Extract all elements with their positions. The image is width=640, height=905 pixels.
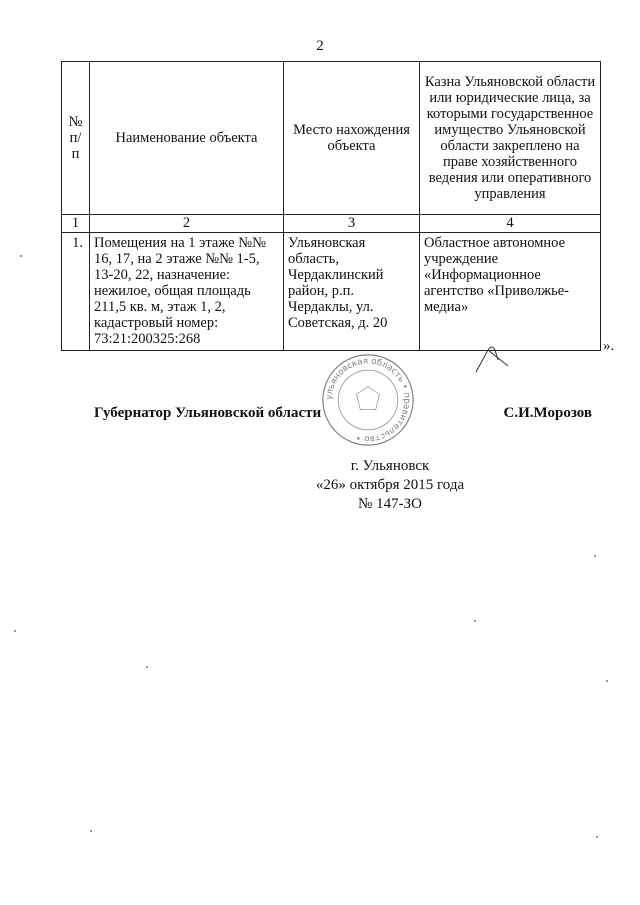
governor-title: Губернатор Ульяновской области <box>94 405 322 421</box>
scan-speck <box>594 555 596 557</box>
law-number: № 147-ЗО <box>358 496 422 512</box>
header-number: № п/п <box>62 62 90 215</box>
handwritten-signature <box>470 338 520 378</box>
scan-speck <box>596 836 598 838</box>
row-location: Ульяновская область, Чердаклинский район, р.п. Чердаклы, ул. Советская, д. 20 <box>284 233 420 351</box>
header-object-name: Наименование объекта <box>90 62 284 215</box>
column-number: 3 <box>284 215 420 233</box>
governor-name: С.И.Морозов <box>503 405 592 421</box>
closing-quote-mark: ». <box>603 338 615 354</box>
header-location: Место нахождения объекта <box>284 62 420 215</box>
scan-speck <box>474 620 476 622</box>
place-and-date <box>0 457 640 514</box>
city: г. Ульяновск <box>350 458 430 474</box>
scan-speck <box>90 830 92 832</box>
row-number: 1. <box>62 233 90 351</box>
row-holder: Областное автономное учреждение «Информационное агентство «Приволжье-медиа» <box>420 233 601 351</box>
header-holder: Казна Ульяновской области или юридические лица, за которыми государственное имущество Ульяновской области закреплено на праве хозяйственного ведения или оперативного управления <box>420 62 601 215</box>
scan-speck <box>20 255 22 257</box>
column-number: 2 <box>90 215 284 233</box>
column-number: 4 <box>420 215 601 233</box>
scan-speck <box>14 630 16 632</box>
table-row <box>62 233 601 351</box>
page-number: 2 <box>316 38 324 54</box>
column-number-row <box>62 215 601 233</box>
row-object-name: Помещения на 1 этаже №№ 16, 17, на 2 этаже №№ 1-5, 13-20, 22, назначение: нежилое, общая площадь 211,5 кв. м, этаж 1, 2, кадастровый номер: 73:21:200325:268 <box>90 233 284 351</box>
scan-speck <box>606 680 608 682</box>
official-seal-icon <box>320 352 416 448</box>
table-header-row <box>62 62 601 215</box>
column-number: 1 <box>62 215 90 233</box>
law-date: «26» октября 2015 года <box>315 477 465 493</box>
svg-text:ульяновская область • правител <box>324 356 411 443</box>
seal-text: ульяновская область • правительство • <box>324 356 412 444</box>
property-table <box>61 61 601 351</box>
scan-speck <box>146 666 148 668</box>
